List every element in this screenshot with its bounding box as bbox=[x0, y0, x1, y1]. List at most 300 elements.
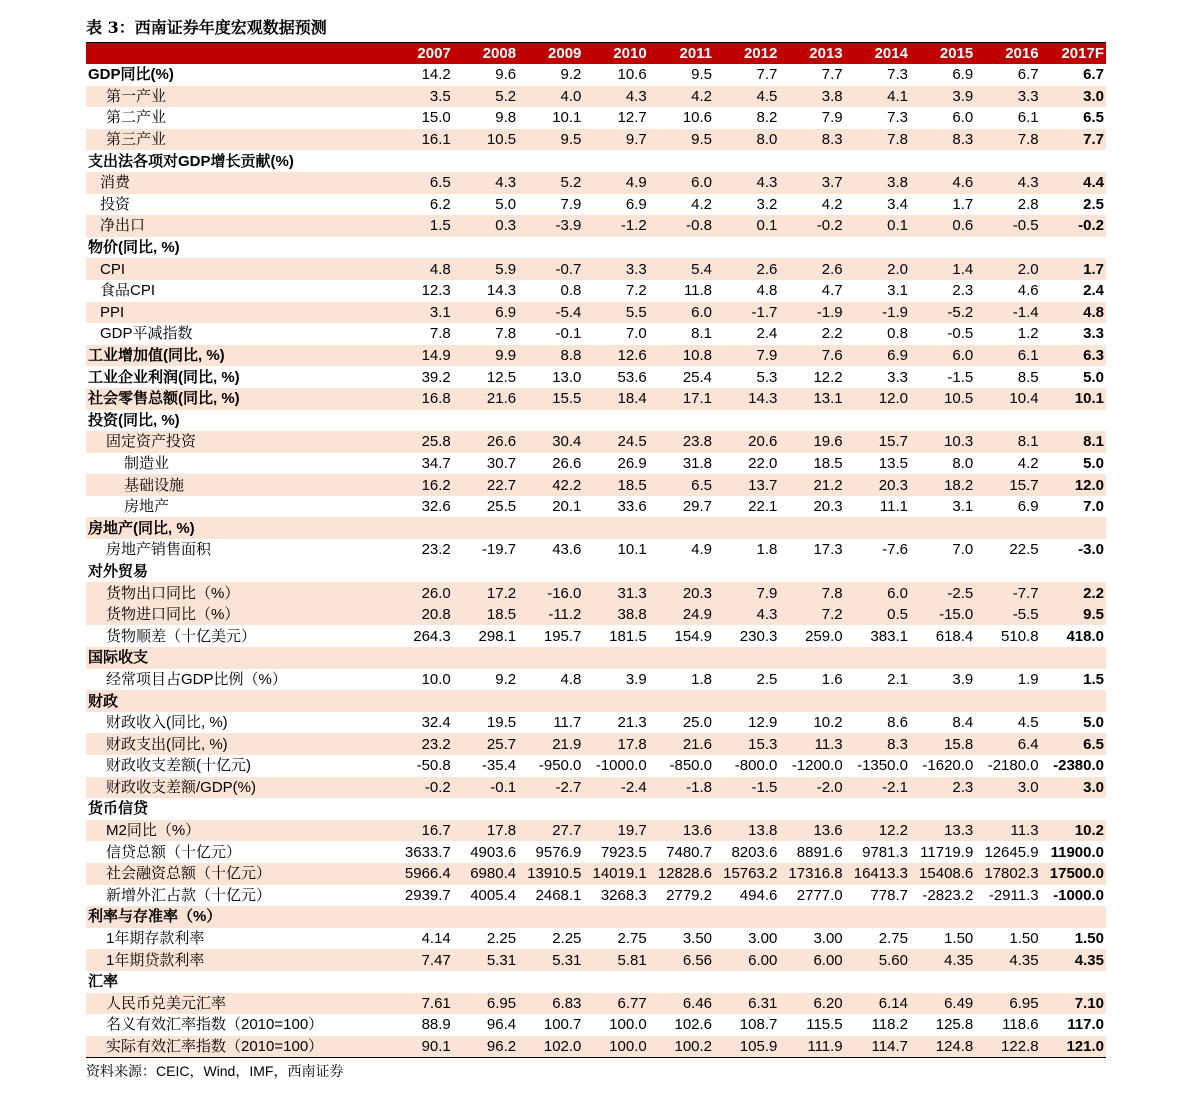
table-cell: 5.0 bbox=[495, 195, 517, 213]
table-cell: 3.3 bbox=[1083, 325, 1104, 343]
table-cell bbox=[845, 798, 910, 820]
table-cell: 7.7 bbox=[756, 66, 778, 84]
macro-forecast-table bbox=[86, 42, 1106, 1058]
table-cell: 1.50 bbox=[1074, 930, 1104, 948]
table-cell: 39.2 bbox=[421, 368, 451, 386]
table-row bbox=[86, 712, 1106, 734]
table-cell: 8891.6 bbox=[796, 843, 843, 861]
row-label: 第一产业 bbox=[86, 86, 387, 108]
table-cell: 778.7 bbox=[870, 886, 908, 904]
table-cell: 12.2 bbox=[845, 820, 910, 842]
table-cell: 383.1 bbox=[870, 627, 908, 645]
table-cell: 5.31 bbox=[518, 949, 583, 971]
row-label: 净出口 bbox=[86, 215, 387, 237]
table-cell: 13.6 bbox=[779, 820, 844, 842]
table-cell: 12.3 bbox=[421, 282, 451, 300]
column-header-2013: 2013 bbox=[779, 43, 844, 65]
table-cell bbox=[910, 647, 975, 669]
table-cell bbox=[1041, 690, 1106, 712]
table-cell: 33.6 bbox=[617, 498, 647, 516]
table-cell: 7.0 bbox=[952, 541, 974, 559]
table-cell: 7.2 bbox=[625, 282, 647, 300]
table-cell: -7.7 bbox=[975, 582, 1040, 604]
table-cell: 16413.3 bbox=[845, 863, 910, 885]
table-cell bbox=[779, 798, 844, 820]
table-cell: 1.5 bbox=[1083, 670, 1104, 688]
table-cell: 1.5 bbox=[387, 215, 452, 237]
table-cell: 8.1 bbox=[975, 431, 1040, 453]
table-cell: 13.8 bbox=[714, 820, 779, 842]
table-cell bbox=[649, 798, 714, 820]
table-cell: 6.7 bbox=[1017, 66, 1039, 84]
table-cell bbox=[779, 150, 844, 172]
table-cell: 2.3 bbox=[952, 282, 974, 300]
table-cell bbox=[453, 150, 518, 172]
table-row bbox=[86, 906, 1106, 928]
table-cell: 2.1 bbox=[887, 670, 908, 688]
table-cell: 105.9 bbox=[714, 1036, 779, 1058]
table-cell bbox=[518, 150, 583, 172]
table-cell: 17802.3 bbox=[975, 863, 1040, 885]
table-cell bbox=[453, 237, 518, 259]
table-row bbox=[86, 928, 1106, 950]
table-row bbox=[86, 647, 1106, 669]
row-label: GDP平减指数 bbox=[100, 325, 193, 343]
table-cell bbox=[1041, 517, 1106, 539]
table-cell: 18.2 bbox=[910, 474, 975, 496]
table-row bbox=[86, 237, 1106, 259]
table-cell: 7.0 bbox=[625, 325, 647, 343]
table-cell: 43.6 bbox=[552, 541, 582, 559]
table-cell: 3633.7 bbox=[404, 843, 451, 861]
table-row bbox=[86, 86, 1106, 108]
table-cell: -1.5 bbox=[714, 777, 779, 799]
table-row bbox=[86, 150, 1106, 172]
table-cell: 4.2 bbox=[649, 86, 714, 108]
table-cell: 22.5 bbox=[1009, 541, 1039, 559]
table-cell: 14.9 bbox=[387, 345, 452, 367]
table-cell bbox=[845, 150, 910, 172]
table-cell: 11.8 bbox=[683, 282, 713, 300]
table-cell: 154.9 bbox=[674, 627, 713, 645]
table-row bbox=[86, 129, 1106, 151]
table-cell: 7.47 bbox=[387, 949, 452, 971]
table-cell bbox=[975, 906, 1040, 928]
table-cell bbox=[583, 561, 648, 583]
table-cell: 5.3 bbox=[756, 368, 778, 386]
table-cell: -0.1 bbox=[453, 777, 518, 799]
table-cell: 6.0 bbox=[649, 302, 714, 324]
table-cell bbox=[845, 561, 910, 583]
table-cell bbox=[1041, 906, 1106, 928]
table-cell: -2.5 bbox=[910, 582, 975, 604]
table-cell: 10.1 bbox=[617, 541, 647, 559]
table-cell: 8.8 bbox=[518, 345, 583, 367]
table-cell: 8.5 bbox=[1017, 368, 1039, 386]
table-cell: 15.8 bbox=[910, 733, 975, 755]
table-cell bbox=[583, 647, 648, 669]
table-cell: 31.8 bbox=[682, 454, 713, 472]
table-cell: 1.9 bbox=[1017, 670, 1039, 688]
table-row bbox=[86, 302, 1106, 324]
table-cell: -850.0 bbox=[669, 757, 713, 775]
table-cell: -1.9 bbox=[845, 302, 910, 324]
table-cell: 1.2 bbox=[1017, 325, 1039, 343]
table-cell: 15408.6 bbox=[910, 863, 975, 885]
table-cell: 20.3 bbox=[845, 474, 910, 496]
table-cell bbox=[387, 971, 452, 993]
table-cell: -5.2 bbox=[910, 302, 975, 324]
row-label: 经常项目占GDP比例（%） bbox=[106, 670, 287, 688]
table-cell bbox=[649, 561, 714, 583]
table-cell: 6.9 bbox=[453, 302, 518, 324]
table-cell: 5966.4 bbox=[387, 863, 452, 885]
table-cell bbox=[649, 647, 714, 669]
row-label: GDP同比(%) bbox=[88, 66, 174, 84]
table-cell: 12.7 bbox=[617, 109, 647, 127]
table-cell: 25.0 bbox=[682, 714, 713, 732]
table-cell: 3.3 bbox=[887, 368, 908, 386]
table-cell: 6.9 bbox=[952, 66, 974, 84]
table-cell: 2.6 bbox=[779, 258, 844, 280]
table-cell: 100.0 bbox=[609, 1016, 647, 1034]
table-cell: -16.0 bbox=[518, 582, 583, 604]
table-cell: 30.7 bbox=[486, 454, 517, 472]
row-label: 财政收支差额/GDP(%) bbox=[86, 777, 387, 799]
table-cell: 30.4 bbox=[518, 431, 583, 453]
table-cell: 1.6 bbox=[821, 670, 843, 688]
table-cell bbox=[518, 906, 583, 928]
table-cell bbox=[910, 690, 975, 712]
table-cell bbox=[583, 150, 648, 172]
table-cell: 17.1 bbox=[649, 388, 714, 410]
table-cell: 3.1 bbox=[387, 302, 452, 324]
table-cell: 14.3 bbox=[714, 388, 779, 410]
table-row bbox=[86, 604, 1106, 626]
table-cell: 108.7 bbox=[739, 1016, 778, 1034]
table-cell: 10.8 bbox=[649, 345, 714, 367]
table-cell: 29.7 bbox=[682, 498, 713, 516]
table-cell bbox=[779, 561, 844, 583]
table-row bbox=[86, 755, 1106, 777]
table-cell: 26.6 bbox=[552, 454, 582, 472]
table-cell: 25.4 bbox=[682, 368, 713, 386]
table-cell bbox=[387, 647, 452, 669]
table-cell bbox=[387, 237, 452, 259]
table-cell: 6980.4 bbox=[453, 863, 518, 885]
row-label: 社会融资总额（十亿元） bbox=[86, 863, 387, 885]
table-cell: 6.1 bbox=[975, 345, 1040, 367]
table-row bbox=[86, 453, 1106, 475]
table-row bbox=[86, 841, 1106, 863]
table-cell bbox=[714, 971, 779, 993]
column-header-2016: 2016 bbox=[975, 43, 1040, 65]
table-cell: 6.20 bbox=[779, 993, 844, 1015]
table-cell: 6.77 bbox=[583, 993, 648, 1015]
table-cell: 18.5 bbox=[813, 454, 843, 472]
row-label: 国际收支 bbox=[86, 647, 387, 669]
table-row bbox=[86, 194, 1106, 216]
table-cell: 25.5 bbox=[486, 498, 517, 516]
table-cell bbox=[845, 410, 910, 432]
table-row bbox=[86, 777, 1106, 799]
table-cell bbox=[1041, 561, 1106, 583]
table-cell: 2468.1 bbox=[535, 886, 582, 904]
table-cell: 12828.6 bbox=[649, 863, 714, 885]
table-cell: 4.2 bbox=[821, 195, 843, 213]
table-cell: 6.9 bbox=[625, 195, 647, 213]
table-cell bbox=[975, 410, 1040, 432]
table-row bbox=[86, 625, 1106, 647]
table-cell bbox=[910, 237, 975, 259]
table-row bbox=[86, 172, 1106, 194]
table-cell: 102.0 bbox=[518, 1036, 583, 1058]
row-label: 新增外汇占款（十亿元） bbox=[106, 886, 272, 904]
table-cell: 7.6 bbox=[779, 345, 844, 367]
column-header-2011: 2011 bbox=[649, 43, 714, 65]
table-cell: 4.4 bbox=[1041, 172, 1106, 194]
table-cell: 24.9 bbox=[649, 604, 714, 626]
table-row bbox=[86, 388, 1106, 410]
table-cell: 13.7 bbox=[714, 474, 779, 496]
table-cell: 494.6 bbox=[739, 886, 778, 904]
table-cell: 5.9 bbox=[453, 258, 518, 280]
table-row bbox=[86, 107, 1106, 129]
table-cell bbox=[518, 237, 583, 259]
table-cell: 96.2 bbox=[453, 1036, 518, 1058]
table-cell: 10.2 bbox=[813, 714, 843, 732]
table-cell: -0.2 bbox=[387, 777, 452, 799]
table-cell: 21.6 bbox=[453, 388, 518, 410]
table-cell bbox=[387, 690, 452, 712]
table-cell: 17500.0 bbox=[1041, 863, 1106, 885]
table-cell: 23.2 bbox=[387, 733, 452, 755]
table-cell: 8.3 bbox=[845, 733, 910, 755]
table-cell: 7.8 bbox=[779, 582, 844, 604]
table-cell: -2823.2 bbox=[922, 886, 974, 904]
table-cell: 12.0 bbox=[1041, 474, 1106, 496]
table-row bbox=[86, 431, 1106, 453]
table-cell: 4.3 bbox=[714, 604, 779, 626]
table-cell: 4.3 bbox=[975, 172, 1040, 194]
row-label: 实际有效汇率指数（2010=100） bbox=[86, 1036, 387, 1058]
table-cell: 510.8 bbox=[1001, 627, 1039, 645]
table-cell: 4903.6 bbox=[470, 843, 517, 861]
table-cell: 0.1 bbox=[845, 215, 910, 237]
table-cell: 7.8 bbox=[495, 325, 517, 343]
row-label: 1年期贷款利率 bbox=[86, 949, 387, 971]
table-cell: 5.0 bbox=[1083, 454, 1104, 472]
row-label: 支出法各项对GDP增长贡献(%) bbox=[88, 152, 294, 170]
table-row bbox=[86, 733, 1106, 755]
table-cell: 8.0 bbox=[714, 129, 779, 151]
table-cell: 1.4 bbox=[910, 258, 975, 280]
table-cell bbox=[975, 690, 1040, 712]
table-cell: 6.9 bbox=[1017, 498, 1039, 516]
table-cell: 14019.1 bbox=[583, 863, 648, 885]
table-cell: -1.4 bbox=[975, 302, 1040, 324]
table-cell: 90.1 bbox=[387, 1036, 452, 1058]
table-cell: 7.9 bbox=[714, 345, 779, 367]
table-cell: 12645.9 bbox=[984, 843, 1039, 861]
table-cell bbox=[387, 410, 452, 432]
table-cell: 16.8 bbox=[387, 388, 452, 410]
table-cell bbox=[453, 517, 518, 539]
table-cell: 15.7 bbox=[845, 431, 910, 453]
table-cell: 2939.7 bbox=[404, 886, 451, 904]
source-note: 资料来源：CEIC，Wind，IMF，西南证券 bbox=[86, 1063, 344, 1080]
table-cell: 418.0 bbox=[1066, 627, 1104, 645]
table-cell: 6.14 bbox=[845, 993, 910, 1015]
table-cell: 4.3 bbox=[453, 172, 518, 194]
table-cell: 4.5 bbox=[714, 86, 779, 108]
table-cell: 7.8 bbox=[845, 129, 910, 151]
table-cell: 3.00 bbox=[813, 930, 843, 948]
table-cell: 1.50 bbox=[944, 930, 974, 948]
table-cell: 6.0 bbox=[952, 109, 974, 127]
row-label: 固定资产投资 bbox=[86, 431, 387, 453]
table-cell: 114.7 bbox=[845, 1036, 910, 1058]
table-cell: -50.8 bbox=[416, 757, 451, 775]
table-cell bbox=[845, 647, 910, 669]
table-cell: 2.25 bbox=[552, 930, 582, 948]
table-cell: 1.8 bbox=[691, 670, 713, 688]
table-cell: 3.4 bbox=[887, 195, 908, 213]
table-cell bbox=[779, 517, 844, 539]
table-cell bbox=[453, 906, 518, 928]
table-cell bbox=[714, 798, 779, 820]
table-cell bbox=[975, 971, 1040, 993]
table-cell: 2.2 bbox=[1041, 582, 1106, 604]
table-cell: 3.1 bbox=[952, 498, 974, 516]
table-cell: 117.0 bbox=[1067, 1016, 1104, 1034]
table-cell bbox=[453, 647, 518, 669]
row-label: 投资 bbox=[100, 195, 131, 213]
table-cell: 8.1 bbox=[691, 325, 713, 343]
table-cell: 8203.6 bbox=[731, 843, 778, 861]
table-cell: 13.0 bbox=[552, 368, 582, 386]
table-cell: 4.35 bbox=[975, 949, 1040, 971]
table-cell: -0.2 bbox=[779, 215, 844, 237]
table-row bbox=[86, 345, 1106, 367]
table-cell: 4.8 bbox=[756, 282, 778, 300]
table-cell: 7.2 bbox=[779, 604, 844, 626]
table-cell: 24.5 bbox=[583, 431, 648, 453]
table-cell: 181.5 bbox=[609, 627, 647, 645]
table-cell: 3268.3 bbox=[600, 886, 647, 904]
row-label: 房地产(同比, %) bbox=[86, 517, 387, 539]
table-row bbox=[86, 366, 1106, 388]
table-cell: 27.7 bbox=[518, 820, 583, 842]
table-row bbox=[86, 64, 1106, 86]
table-cell: 5.0 bbox=[1083, 368, 1104, 386]
table-cell bbox=[910, 971, 975, 993]
table-cell bbox=[714, 150, 779, 172]
table-cell: -0.5 bbox=[975, 215, 1040, 237]
table-cell: 9.5 bbox=[518, 129, 583, 151]
table-cell: 2777.0 bbox=[796, 886, 843, 904]
table-cell: 31.3 bbox=[583, 582, 648, 604]
table-cell: 15.0 bbox=[421, 109, 451, 127]
table-cell: 3.0 bbox=[1041, 86, 1106, 108]
table-cell: 8.3 bbox=[779, 129, 844, 151]
table-cell: 618.4 bbox=[935, 627, 974, 645]
table-cell: -1.7 bbox=[714, 302, 779, 324]
table-cell: -5.4 bbox=[518, 302, 583, 324]
table-cell: 9.8 bbox=[495, 109, 517, 127]
table-cell bbox=[583, 798, 648, 820]
table-cell: 88.9 bbox=[421, 1016, 451, 1034]
table-cell: 9.5 bbox=[649, 129, 714, 151]
table-cell bbox=[583, 237, 648, 259]
table-cell: 0.8 bbox=[560, 282, 582, 300]
table-cell: 18.5 bbox=[583, 474, 648, 496]
table-cell: 15.3 bbox=[714, 733, 779, 755]
table-cell: 6.83 bbox=[518, 993, 583, 1015]
table-cell: -2.1 bbox=[845, 777, 910, 799]
table-cell: 32.4 bbox=[421, 714, 451, 732]
table-row bbox=[86, 258, 1106, 280]
table-cell: 9.9 bbox=[453, 345, 518, 367]
row-label: 工业增加值(同比, %) bbox=[86, 345, 387, 367]
table-cell bbox=[910, 517, 975, 539]
table-cell: 15.7 bbox=[975, 474, 1040, 496]
table-cell: 118.6 bbox=[1002, 1016, 1039, 1034]
table-cell: 4.35 bbox=[910, 949, 975, 971]
table-cell: 4.3 bbox=[583, 86, 648, 108]
table-cell: 9.6 bbox=[495, 66, 517, 84]
table-cell: -7.6 bbox=[882, 541, 908, 559]
row-label: 货物出口同比（%） bbox=[86, 582, 387, 604]
table-cell: 7.7 bbox=[1041, 129, 1106, 151]
table-cell: 2.3 bbox=[910, 777, 975, 799]
table-cell bbox=[387, 798, 452, 820]
table-cell: 11719.9 bbox=[920, 843, 974, 861]
table-cell: 12.6 bbox=[583, 345, 648, 367]
table-cell bbox=[518, 690, 583, 712]
table-cell: 38.8 bbox=[583, 604, 648, 626]
table-cell: 3.5 bbox=[387, 86, 452, 108]
table-row bbox=[86, 971, 1106, 993]
row-label: 基础设施 bbox=[86, 474, 387, 496]
table-cell: 11.1 bbox=[879, 498, 908, 516]
table-cell: 6.5 bbox=[1083, 109, 1104, 127]
table-cell: 9.5 bbox=[1041, 604, 1106, 626]
table-cell: 3.0 bbox=[1041, 777, 1106, 799]
table-row bbox=[86, 1036, 1106, 1058]
table-cell: 7.9 bbox=[560, 195, 582, 213]
row-label: 财政收支差额(十亿元) bbox=[106, 757, 251, 775]
table-cell: 7.9 bbox=[821, 109, 843, 127]
table-cell bbox=[975, 517, 1040, 539]
table-cell bbox=[1041, 798, 1106, 820]
table-cell bbox=[779, 410, 844, 432]
table-row bbox=[86, 798, 1106, 820]
table-cell: 10.6 bbox=[682, 109, 713, 127]
table-cell bbox=[1041, 647, 1106, 669]
table-cell: 4.6 bbox=[1017, 282, 1039, 300]
table-cell: 2.75 bbox=[878, 930, 908, 948]
table-cell bbox=[714, 410, 779, 432]
table-row bbox=[86, 215, 1106, 237]
table-cell: 0.5 bbox=[845, 604, 910, 626]
column-header-2010: 2010 bbox=[583, 43, 648, 65]
table-cell: 8.0 bbox=[952, 454, 974, 472]
table-cell: 4005.4 bbox=[470, 886, 517, 904]
table-cell: 26.0 bbox=[387, 582, 452, 604]
table-cell: 6.5 bbox=[649, 474, 714, 496]
row-label: 房地产销售面积 bbox=[106, 541, 212, 559]
